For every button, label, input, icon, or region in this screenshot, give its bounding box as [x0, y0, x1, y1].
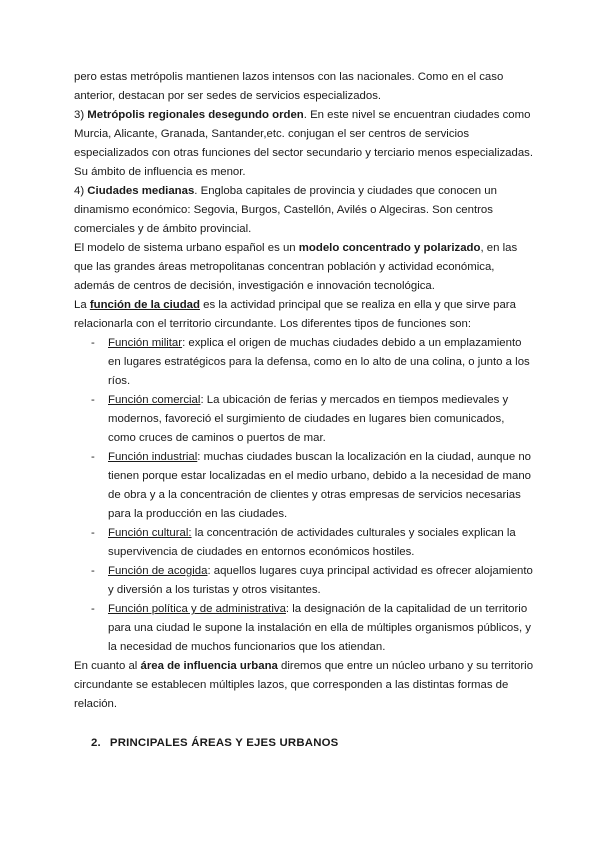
function-description: : aquellos lugares cuya principal actividad es ofrecer alojamiento y diversión a los turistas y otros visitantes. — [108, 565, 533, 596]
function-description: la concentración de actividades culturales y sociales explican la supervivencia de ciudades en entornos económicos hostiles. — [108, 527, 516, 558]
list-item — [74, 448, 534, 524]
document-body — [74, 68, 534, 714]
function-description: : muchas ciudades buscan la localización en la ciudad, aunque no tienen porque estar localizadas en el medio urbano, debido a la necesidad de mano de obra y a la concentración de clientes y otras empresas de servicios necesarias para la producción en las ciudades. — [108, 451, 532, 520]
paragraph-modelo-urbano — [74, 239, 534, 296]
paragraph-text: En cuanto al — [74, 660, 141, 672]
function-description: : la designación de la capitalidad de un territorio para una ciudad le supone la instalación en ella de múltiples organismos públicos, y la necesidad de muchos funcionarios que los atiendan. — [108, 603, 531, 653]
list-item — [74, 524, 534, 562]
dash-bullet: - — [91, 337, 95, 349]
dash-bullet: - — [91, 565, 95, 577]
list-item — [74, 600, 534, 657]
paragraph-text: diremos que entre un núcleo urbano y su territorio circundante se establecen múltiples lazos, que corresponden a las distintas formas de relación. — [74, 660, 534, 710]
item-number: 3) — [74, 109, 88, 121]
list-item — [74, 562, 534, 600]
bold-term: área de influencia urbana — [140, 660, 278, 672]
list-item — [74, 391, 534, 448]
bold-term: Ciudades medianas — [87, 185, 195, 197]
dash-bullet: - — [91, 527, 95, 539]
function-term: Función comercial — [108, 394, 201, 406]
dash-bullet: - — [91, 603, 95, 615]
function-term: Función cultural: — [108, 527, 192, 539]
function-term: Función de acogida — [108, 565, 208, 577]
function-term: Función militar — [108, 337, 183, 349]
paragraph-text: , en las que las grandes áreas metropolitanas concentran población y actividad económica, además de centros de decisión, investigación e innovación tecnológica. — [74, 242, 518, 292]
paragraph-metropolis-regionales — [74, 106, 534, 182]
list-item — [74, 334, 534, 391]
paragraph-text: . En este nivel se encuentran ciudades como Murcia, Alicante, Granada, Santander,etc. conjugan el ser centros de servicios especializados con otras funciones del sector secundario y terciario menos especializadas. Su ámbito de influencia es menor. — [74, 109, 534, 178]
dash-bullet: - — [91, 451, 95, 463]
dash-bullet: - — [91, 394, 95, 406]
function-description: : La ubicación de ferias y mercados en tiempos medievales y modernos, favoreció el surgimiento de ciudades en lugares bien comunicados, como cruces de caminos o puertos de mar. — [108, 394, 509, 444]
paragraph-text: . Engloba capitales de provincia y ciudades que conocen un dinamismo económico: Segovia, Burgos, Castellón, Avilés o Algeciras. Son centros comerciales y de ámbito provincial. — [74, 185, 497, 235]
paragraph-text: La — [74, 299, 90, 311]
bold-term: Metrópolis regionales desegundo orden — [87, 109, 304, 121]
bold-term: modelo concentrado y polarizado — [298, 242, 481, 254]
functions-list — [74, 334, 534, 657]
function-description: : explica el origen de muchas ciudades debido a un emplazamiento en lugares estratégicos para la defensa, como en lo alto de una colina, o junto a los ríos. — [108, 337, 530, 387]
paragraph-ciudades-medianas — [74, 182, 534, 239]
paragraph-funcion-ciudad — [74, 296, 534, 334]
section-title: PRINCIPALES ÁREAS Y EJES URBANOS — [109, 737, 339, 749]
section-heading — [91, 737, 338, 749]
paragraph-text: El modelo de sistema urbano español es un — [74, 242, 299, 254]
function-term: Función industrial — [108, 451, 198, 463]
section-number: 2. — [91, 737, 101, 749]
intro-paragraph: pero estas metrópolis mantienen lazos intensos con las nacionales. Como en el caso anterior, destacan por ser sedes de servicios especializados. — [74, 71, 504, 102]
function-term: Función política y de administrativa — [108, 603, 286, 615]
bold-underlined-term: función de la ciudad — [89, 299, 200, 311]
paragraph-text: es la actividad principal que se realiza en ella y que sirve para relacionarla con el territorio circundante. Los diferentes tipos de funciones son: — [74, 299, 516, 330]
item-number: 4) — [74, 185, 88, 197]
paragraph-area-influencia — [74, 657, 534, 714]
